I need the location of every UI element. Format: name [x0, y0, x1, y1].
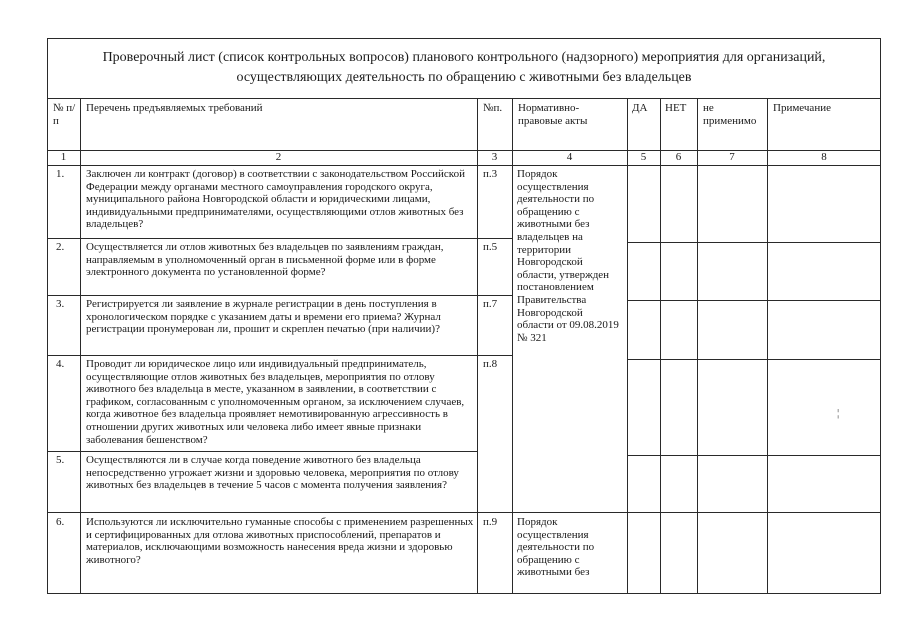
- row-number: 4.: [56, 358, 65, 370]
- row-number: 5.: [56, 454, 65, 466]
- column-number: 8: [821, 151, 827, 163]
- title-line-1: Проверочный лист (список контрольных вопросов) планового контрольного (надзорного) мероприятия для организаций,: [102, 50, 826, 65]
- col-sep-2: [477, 98, 478, 594]
- requirement-text: Осуществляются ли в случае когда поведение животного без владельца непосредственно угрожает жизни и здоровью человека, мероприятия по отлову животных без владельцев в течение 5 часов с момента получения заявления?: [86, 454, 459, 492]
- column-numbers-rule: [47, 165, 881, 166]
- row-number: 1.: [56, 168, 65, 180]
- row-rule-5: [47, 512, 881, 513]
- header-acts: Нормативно-правовые акты: [518, 102, 588, 127]
- column-number: 1: [60, 151, 67, 163]
- column-number: 3: [491, 151, 498, 163]
- column-number: 6: [675, 151, 682, 163]
- clause-ref: п.9: [483, 516, 498, 528]
- col-sep-7: [767, 98, 768, 594]
- page-title: [47, 38, 881, 98]
- row-number: 2.: [56, 241, 65, 253]
- requirement-text: Используются ли исключительно гуманные способы с применением разрешенных и сертифицированных для отлова животных приспособлений, препаратов и материалов, исключающими возможность нанесения вреда жизни и здоровью животного?: [86, 516, 474, 566]
- col-sep-1: [80, 98, 81, 594]
- col-sep-5: [660, 98, 661, 594]
- normative-act-text: Порядок осуществления деятельности по обращению с животными без: [517, 516, 595, 579]
- col-sep-4: [627, 98, 628, 594]
- clause-ref: п.7: [483, 298, 498, 310]
- header-requirements: Перечень предъявляемых требований: [86, 102, 263, 114]
- header-note: Примечание: [773, 102, 831, 114]
- clause-ref: п.3: [483, 168, 498, 180]
- row-rule-4-right: [627, 455, 881, 456]
- column-number: 5: [640, 151, 647, 163]
- row-number: 6.: [56, 516, 65, 528]
- title-line-2: осуществляющих деятельность по обращению с животными без владельцев: [236, 70, 692, 85]
- row-rule-3-right: [627, 359, 881, 360]
- column-number: 4: [566, 151, 573, 163]
- normative-act-text: Порядок осуществления деятельности по обращению с животными без владельцев на территории Новгородской области, утвержден постановлением Правительства Новгородской области от 09.08.2019 № 321: [517, 168, 619, 344]
- header-clause: №п.: [483, 102, 503, 114]
- row-rule-2-right: [627, 300, 881, 301]
- requirement-text: Регистрируется ли заявление в журнале регистрации в день поступления в хронологическом порядке с указанием даты и времени его приема? Журнал регистрации пронумерован ли, прошит и скреплен печатью (при наличии)?: [86, 298, 441, 336]
- header-top-rule: [47, 98, 881, 99]
- clause-ref: п.8: [483, 358, 498, 370]
- row-rule-3: [47, 355, 512, 356]
- column-number: 7: [729, 151, 735, 163]
- clause-ref: п.5: [483, 241, 498, 253]
- row-rule-4: [47, 451, 477, 452]
- stray-pen-mark: ¦: [837, 407, 840, 419]
- col-sep-6: [697, 98, 698, 594]
- requirement-text: Проводит ли юридическое лицо или индивидуальный предприниматель, осуществляющие отлов животных без владельцев, мероприятия по отлову животного без владельца в месте, указанном в заявлении, в соответствии с графиком, согласованным с уполномоченным органом, за исключением случаев, когда животное без владельца проявляет немотивированную агрессивность в отношении других животных или человека либо имеет явные признаки заболевания бешенством?: [86, 358, 465, 446]
- row-rule-1: [47, 238, 512, 239]
- header-no: НЕТ: [665, 102, 687, 114]
- row-number: 3.: [56, 298, 65, 310]
- header-num: № п/п: [53, 102, 76, 127]
- header-not-applicable: не применимо: [703, 102, 757, 127]
- requirement-text: Заключен ли контракт (договор) в соответствии с законодательством Российской Федерации между органами местного самоуправления городского округа, муниципального района Новгородской области и юридическими лицами, индивидуальными предпринимателями, осуществляющими отлов животных без владельцев?: [86, 168, 465, 231]
- col-sep-3: [512, 98, 513, 594]
- row-rule-2: [47, 295, 512, 296]
- column-number: 2: [275, 151, 282, 163]
- header-yes: ДА: [632, 102, 648, 114]
- requirement-text: Осуществляется ли отлов животных без владельцев по заявлениям граждан, направляемым в уполномоченный орган в письменной форме или в форме электронного документа по установленной форме?: [86, 241, 444, 279]
- row-rule-1-right: [627, 242, 881, 243]
